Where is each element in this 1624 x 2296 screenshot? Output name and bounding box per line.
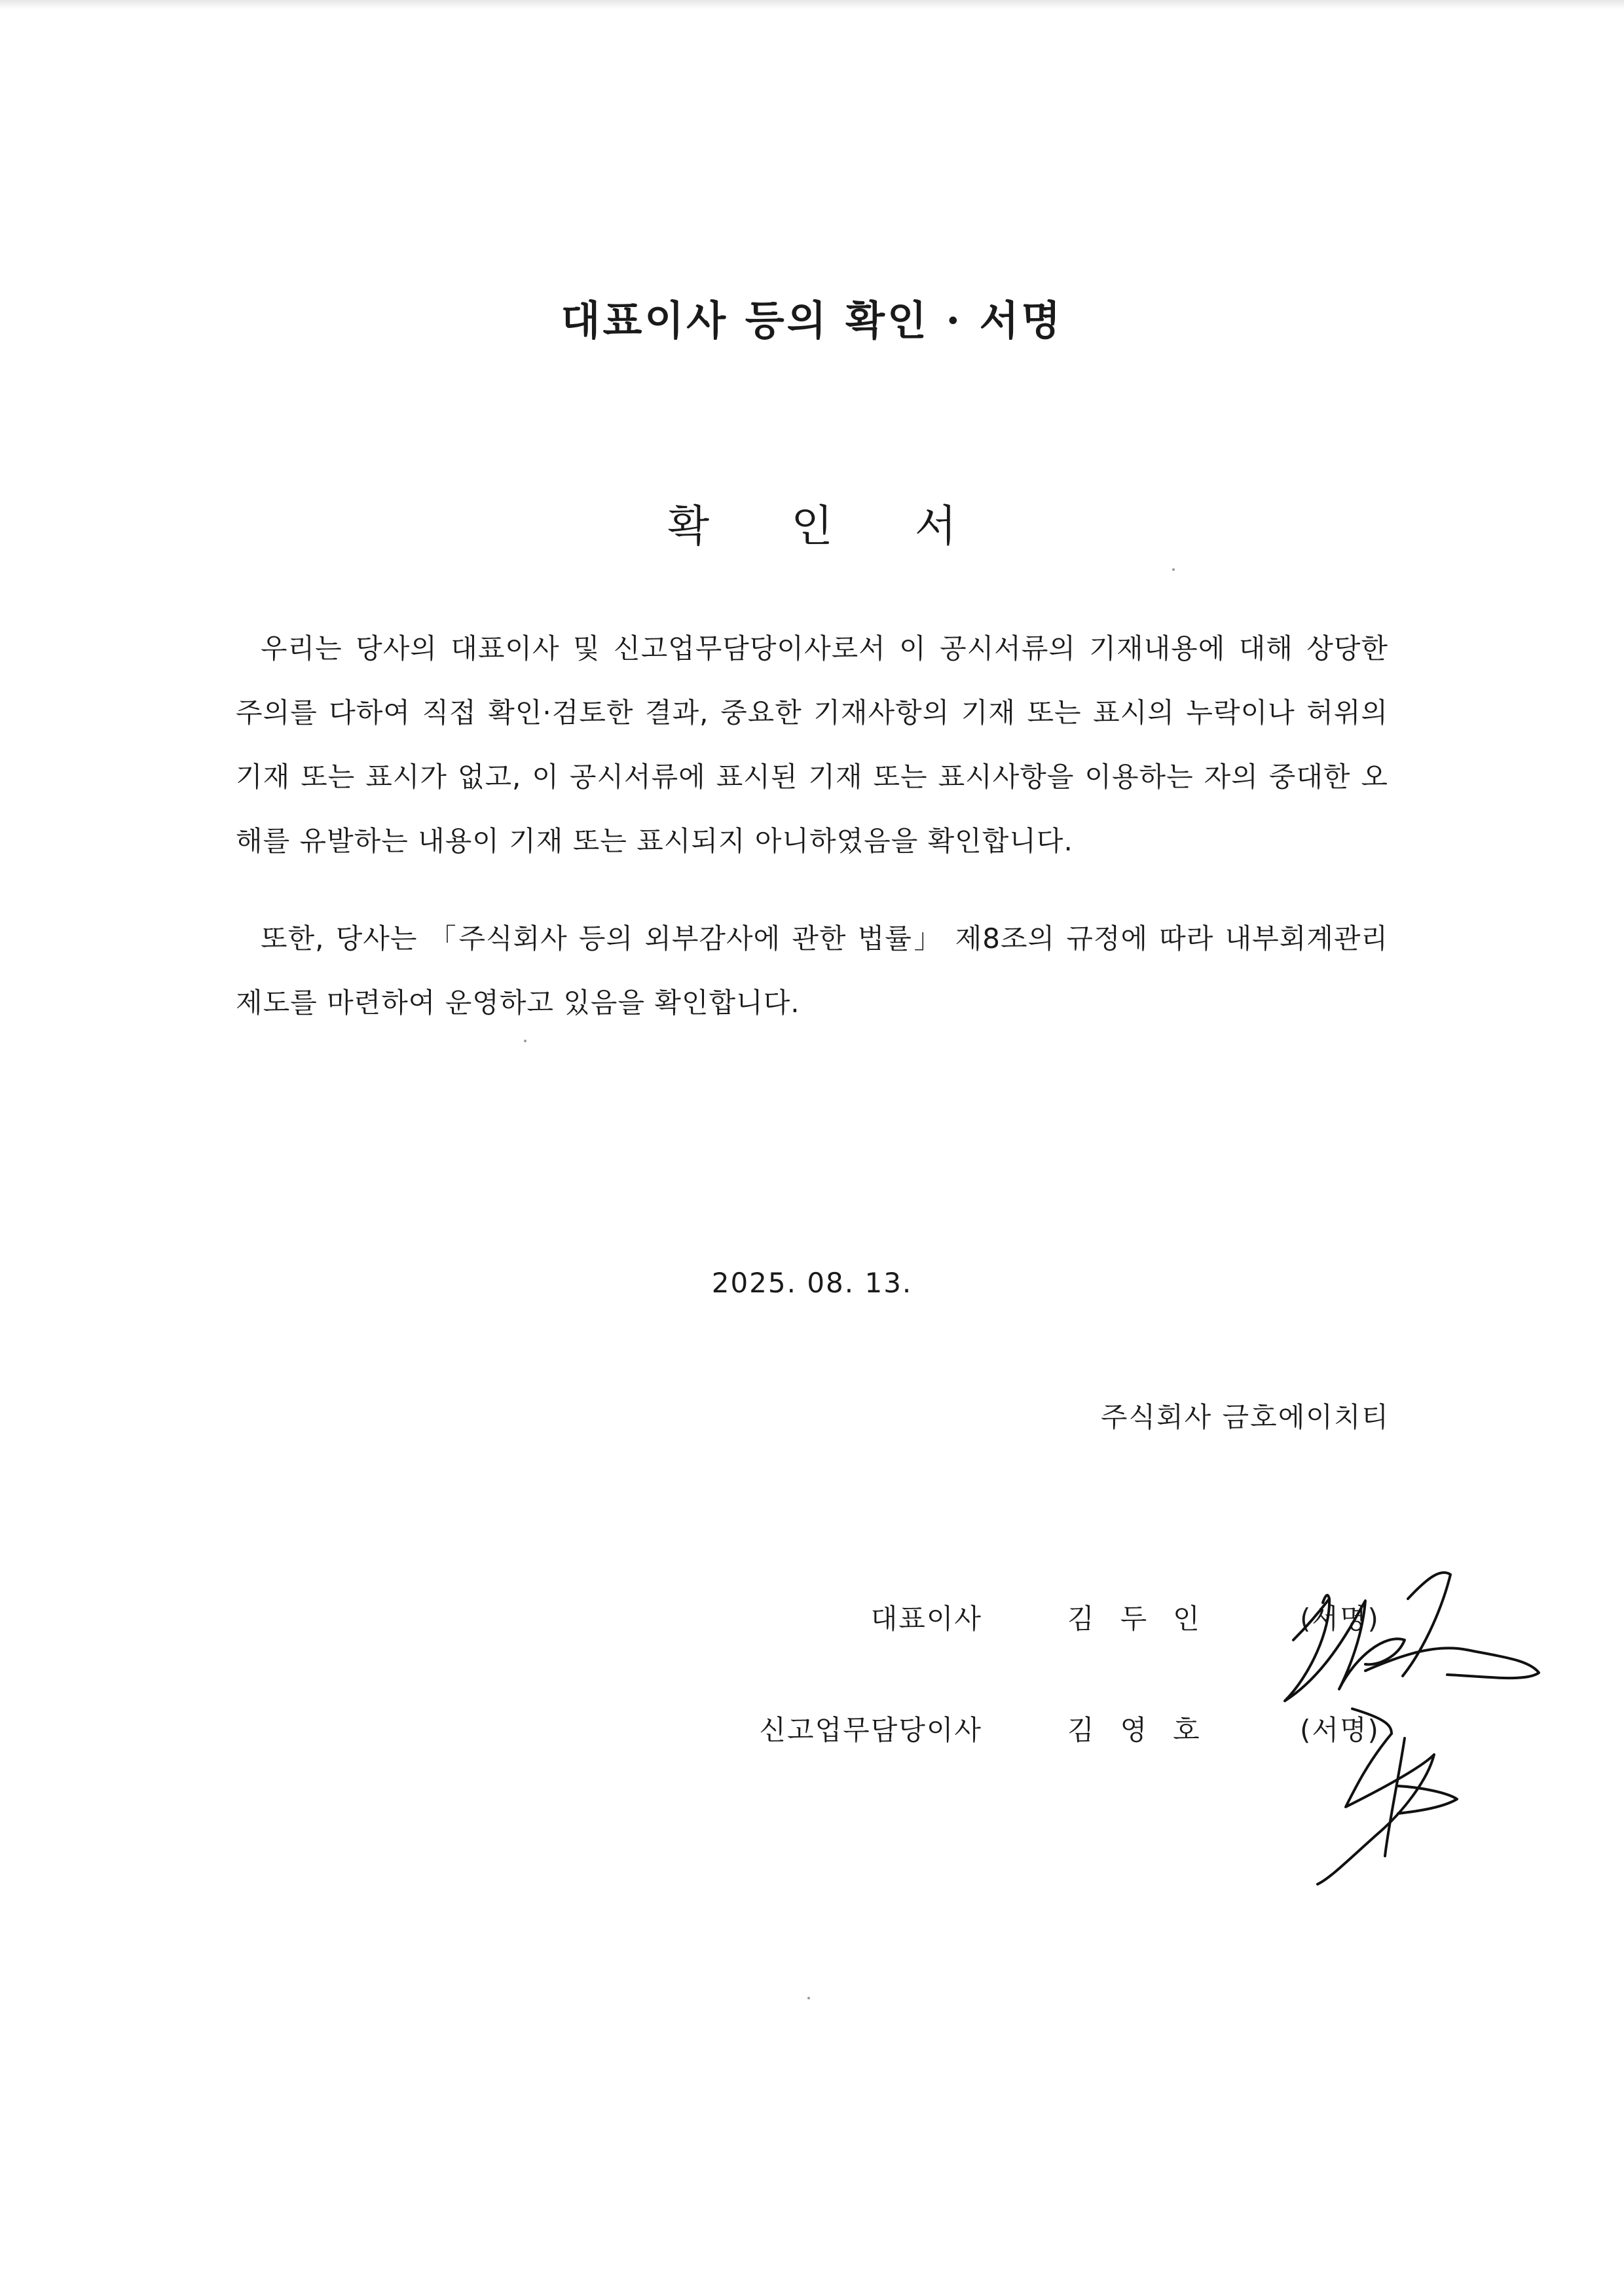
signatory-name: 김두인 — [1067, 1603, 1226, 1635]
signature-mark-label: (서명) — [1300, 1603, 1380, 1635]
document-title: 확 인 서 — [667, 501, 991, 551]
confirmation-paragraph: 우리는 당사의 대표이사 및 신고업무담당이사로서 이 공시서류의 기재내용에 대해 상당한 주의를 다하여 직접 확인·검토한 결과, 중요한 기재사항의 기재 또는 표시의 누락이나 허위의 기재 또는 표시가 없고, 이 공시서류에 표시된 기재 또는 표시사항을 이용하는 자의 중대한 오해를 유발하는 내용이 기재 또는 표시되지 아니하였음을 확인합니다. — [236, 632, 1388, 857]
internal-control-paragraph: 또한, 당사는 「주식회사 등의 외부감사에 관한 법률」 제8조의 규정에 따라 내부회계관리제도를 마련하여 운영하고 있음을 확인합니다. — [236, 922, 1388, 1019]
scan-speck — [524, 1040, 526, 1042]
handwritten-signatures — [1231, 1525, 1572, 1892]
scan-speck — [807, 1997, 810, 1999]
page-heading: 대표이사 등의 확인 · 서명 — [561, 297, 1063, 344]
scan-edge — [0, 0, 1624, 9]
signatory-role: 대표이사 — [870, 1603, 982, 1635]
signatory-name: 김영호 — [1067, 1714, 1226, 1746]
scan-speck — [1172, 568, 1175, 571]
signatory-role: 신고업무담당이사 — [759, 1714, 982, 1746]
company-name: 주식회사 금호에이치티 — [1100, 1401, 1390, 1433]
document-date: 2025. 08. 13. — [711, 1267, 913, 1299]
signature-mark-label: (서명) — [1300, 1714, 1380, 1746]
